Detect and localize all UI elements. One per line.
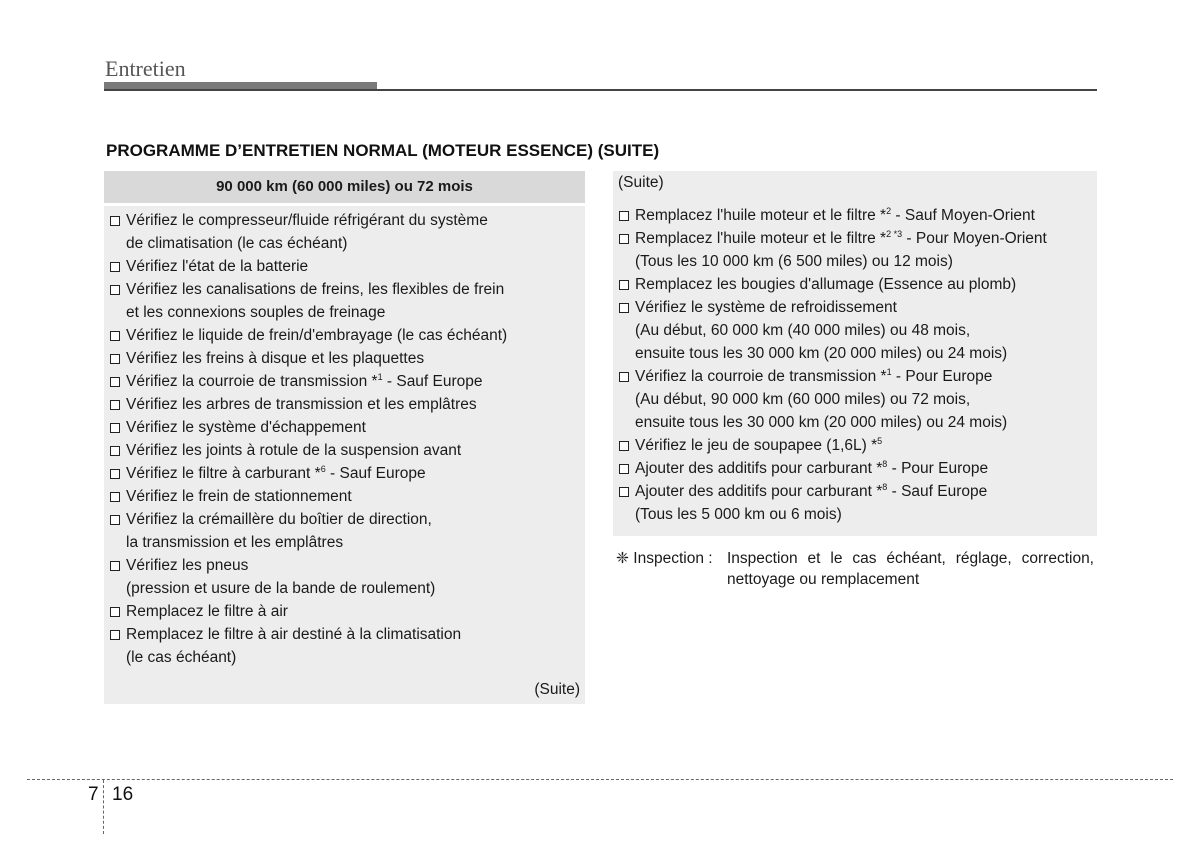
checkbox-icon	[110, 331, 120, 341]
item-line	[126, 393, 579, 416]
item-qualifier: - Sauf Europe	[382, 373, 483, 390]
item-continuation: de climatisation (le cas échéant)	[126, 235, 348, 252]
page-number: 16	[112, 784, 134, 805]
item-text: Vérifiez la crémaillère du boîtier de direction,	[126, 511, 432, 528]
checkbox-icon	[619, 234, 629, 244]
item-continuation: et les connexions souples de freinage	[126, 304, 386, 321]
item-line	[635, 296, 1096, 319]
item-line	[126, 209, 579, 232]
item-text: Vérifiez les canalisations de freins, les flexibles de frein	[126, 281, 505, 298]
checkbox-icon	[110, 400, 120, 410]
table-header: 90 000 km (60 000 miles) ou 72 mois	[104, 171, 585, 206]
list-item	[109, 416, 579, 439]
item-line	[126, 554, 579, 577]
item-line	[126, 370, 579, 393]
item-line	[126, 623, 579, 646]
list-item	[618, 273, 1096, 296]
footnote-ref: 6	[320, 463, 326, 474]
list-item	[109, 209, 579, 255]
continued-label: (Suite)	[534, 681, 580, 698]
maintenance-table-right	[613, 171, 1097, 536]
item-continuation: ensuite tous les 30 000 km (20 000 miles) ou 24 mois)	[635, 414, 1008, 431]
item-text: Vérifiez les freins à disque et les plaquettes	[126, 350, 425, 367]
item-line	[126, 324, 579, 347]
footnote-ref: 2	[886, 205, 892, 216]
maintenance-list	[618, 204, 1096, 526]
checkbox-icon	[619, 372, 629, 382]
item-text: Vérifiez l'état de la batterie	[126, 258, 309, 275]
footnote-ref: 8	[882, 481, 888, 492]
section-heading: PROGRAMME D’ENTRETIEN NORMAL (MOTEUR ESSENCE) (SUITE)	[106, 141, 660, 160]
chapter-number: 7	[88, 784, 99, 805]
checkbox-icon	[110, 216, 120, 226]
item-qualifier: - Pour Europe	[887, 460, 989, 477]
item-line	[126, 255, 579, 278]
item-text: Vérifiez les joints à rotule de la suspension avant	[126, 442, 462, 459]
note-text: Inspection et le cas échéant, réglage, correction, nettoyage ou remplacement	[727, 550, 1094, 588]
list-item	[618, 457, 1096, 480]
header-rule	[104, 89, 1097, 91]
chapter-title: Entretien	[105, 56, 186, 81]
maintenance-list	[109, 209, 579, 669]
item-text: Vérifiez les arbres de transmission et les emplâtres	[126, 396, 477, 413]
list-item	[109, 623, 579, 669]
list-item	[618, 480, 1096, 526]
checkbox-icon	[619, 211, 629, 221]
maintenance-table-left	[104, 171, 585, 704]
item-text: Vérifiez la courroie de transmission *	[126, 373, 378, 390]
checkbox-icon	[110, 423, 120, 433]
item-line	[635, 480, 1096, 503]
footnote-ref: 1	[377, 371, 383, 382]
list-item	[109, 439, 579, 462]
item-line	[635, 434, 1096, 457]
checkbox-icon	[110, 469, 120, 479]
item-text: Remplacez le filtre à air	[126, 603, 288, 620]
list-item	[109, 278, 579, 324]
checkbox-icon	[110, 354, 120, 364]
footnote-ref: 8	[882, 458, 888, 469]
item-text: Vérifiez le compresseur/fluide réfrigérant du système	[126, 212, 488, 229]
item-line	[635, 457, 1096, 480]
item-qualifier: - Sauf Europe	[325, 465, 426, 482]
checkbox-icon	[110, 561, 120, 571]
list-item	[109, 255, 579, 278]
list-item	[618, 365, 1096, 434]
checkbox-icon	[619, 487, 629, 497]
continued-label: (Suite)	[618, 174, 664, 191]
item-text: Vérifiez le système d'échappement	[126, 419, 366, 436]
list-item	[109, 462, 579, 485]
note-label: ❈ Inspection :	[616, 550, 713, 567]
footer-rule	[27, 779, 1173, 780]
list-item	[618, 227, 1096, 273]
checkbox-icon	[110, 630, 120, 640]
item-line	[126, 278, 579, 301]
item-qualifier: - Pour Moyen-Orient	[902, 230, 1047, 247]
item-text: Vérifiez le filtre à carburant *	[126, 465, 321, 482]
footer-divider	[103, 780, 104, 834]
item-continuation: (Tous les 5 000 km ou 6 mois)	[635, 506, 842, 523]
item-line	[126, 485, 579, 508]
item-continuation: (Tous les 10 000 km (6 500 miles) ou 12 mois)	[635, 253, 953, 270]
item-line	[126, 347, 579, 370]
list-item	[618, 434, 1096, 457]
list-item	[618, 296, 1096, 365]
item-text: Ajouter des additifs pour carburant *	[635, 460, 883, 477]
item-line	[635, 204, 1096, 227]
item-line	[126, 600, 579, 623]
item-text: Remplacez les bougies d'allumage (Essence au plomb)	[635, 276, 1017, 293]
list-item	[109, 393, 579, 416]
list-item	[109, 370, 579, 393]
item-continuation: (Au début, 90 000 km (60 000 miles) ou 72 mois,	[635, 391, 971, 408]
item-text: Ajouter des additifs pour carburant *	[635, 483, 883, 500]
checkbox-icon	[110, 377, 120, 387]
item-line	[126, 416, 579, 439]
item-line	[126, 439, 579, 462]
item-qualifier: - Sauf Europe	[887, 483, 988, 500]
item-line	[126, 462, 579, 485]
list-item	[109, 347, 579, 370]
item-text: Remplacez l'huile moteur et le filtre *	[635, 207, 887, 224]
checkbox-icon	[619, 441, 629, 451]
list-item	[109, 485, 579, 508]
item-line	[126, 508, 579, 531]
item-text: Vérifiez le jeu de soupapee (1,6L) *	[635, 437, 878, 454]
checkbox-icon	[110, 262, 120, 272]
item-text: Vérifiez les pneus	[126, 557, 249, 574]
list-item	[109, 324, 579, 347]
list-item	[109, 508, 579, 554]
item-continuation: (Au début, 60 000 km (40 000 miles) ou 48 mois,	[635, 322, 971, 339]
list-item	[109, 554, 579, 600]
item-continuation: ensuite tous les 30 000 km (20 000 miles) ou 24 mois)	[635, 345, 1008, 362]
item-continuation: la transmission et les emplâtres	[126, 534, 344, 551]
item-text: Vérifiez le frein de stationnement	[126, 488, 352, 505]
item-continuation: (le cas échéant)	[126, 649, 237, 666]
checkbox-icon	[110, 607, 120, 617]
item-text: Remplacez l'huile moteur et le filtre *	[635, 230, 887, 247]
footnote-ref: 2 *3	[886, 228, 903, 239]
item-line	[635, 365, 1096, 388]
list-item	[109, 600, 579, 623]
checkbox-icon	[619, 303, 629, 313]
checkbox-icon	[110, 515, 120, 525]
checkbox-icon	[110, 492, 120, 502]
item-text: Remplacez le filtre à air destiné à la climatisation	[126, 626, 462, 643]
item-qualifier: - Sauf Moyen-Orient	[891, 207, 1035, 224]
checkbox-icon	[110, 446, 120, 456]
footnote-ref: 5	[877, 435, 883, 446]
checkbox-icon	[110, 285, 120, 295]
item-qualifier: - Pour Europe	[891, 368, 993, 385]
item-text: Vérifiez le système de refroidissement	[635, 299, 897, 316]
item-text: Vérifiez le liquide de frein/d'embrayage (le cas échéant)	[126, 327, 508, 344]
item-text: Vérifiez la courroie de transmission *	[635, 368, 887, 385]
list-item	[618, 204, 1096, 227]
footnote-ref: 1	[886, 366, 892, 377]
checkbox-icon	[619, 464, 629, 474]
checkbox-icon	[619, 280, 629, 290]
item-line	[635, 273, 1096, 296]
item-continuation: (pression et usure de la bande de roulement)	[126, 580, 436, 597]
item-line	[635, 227, 1096, 250]
